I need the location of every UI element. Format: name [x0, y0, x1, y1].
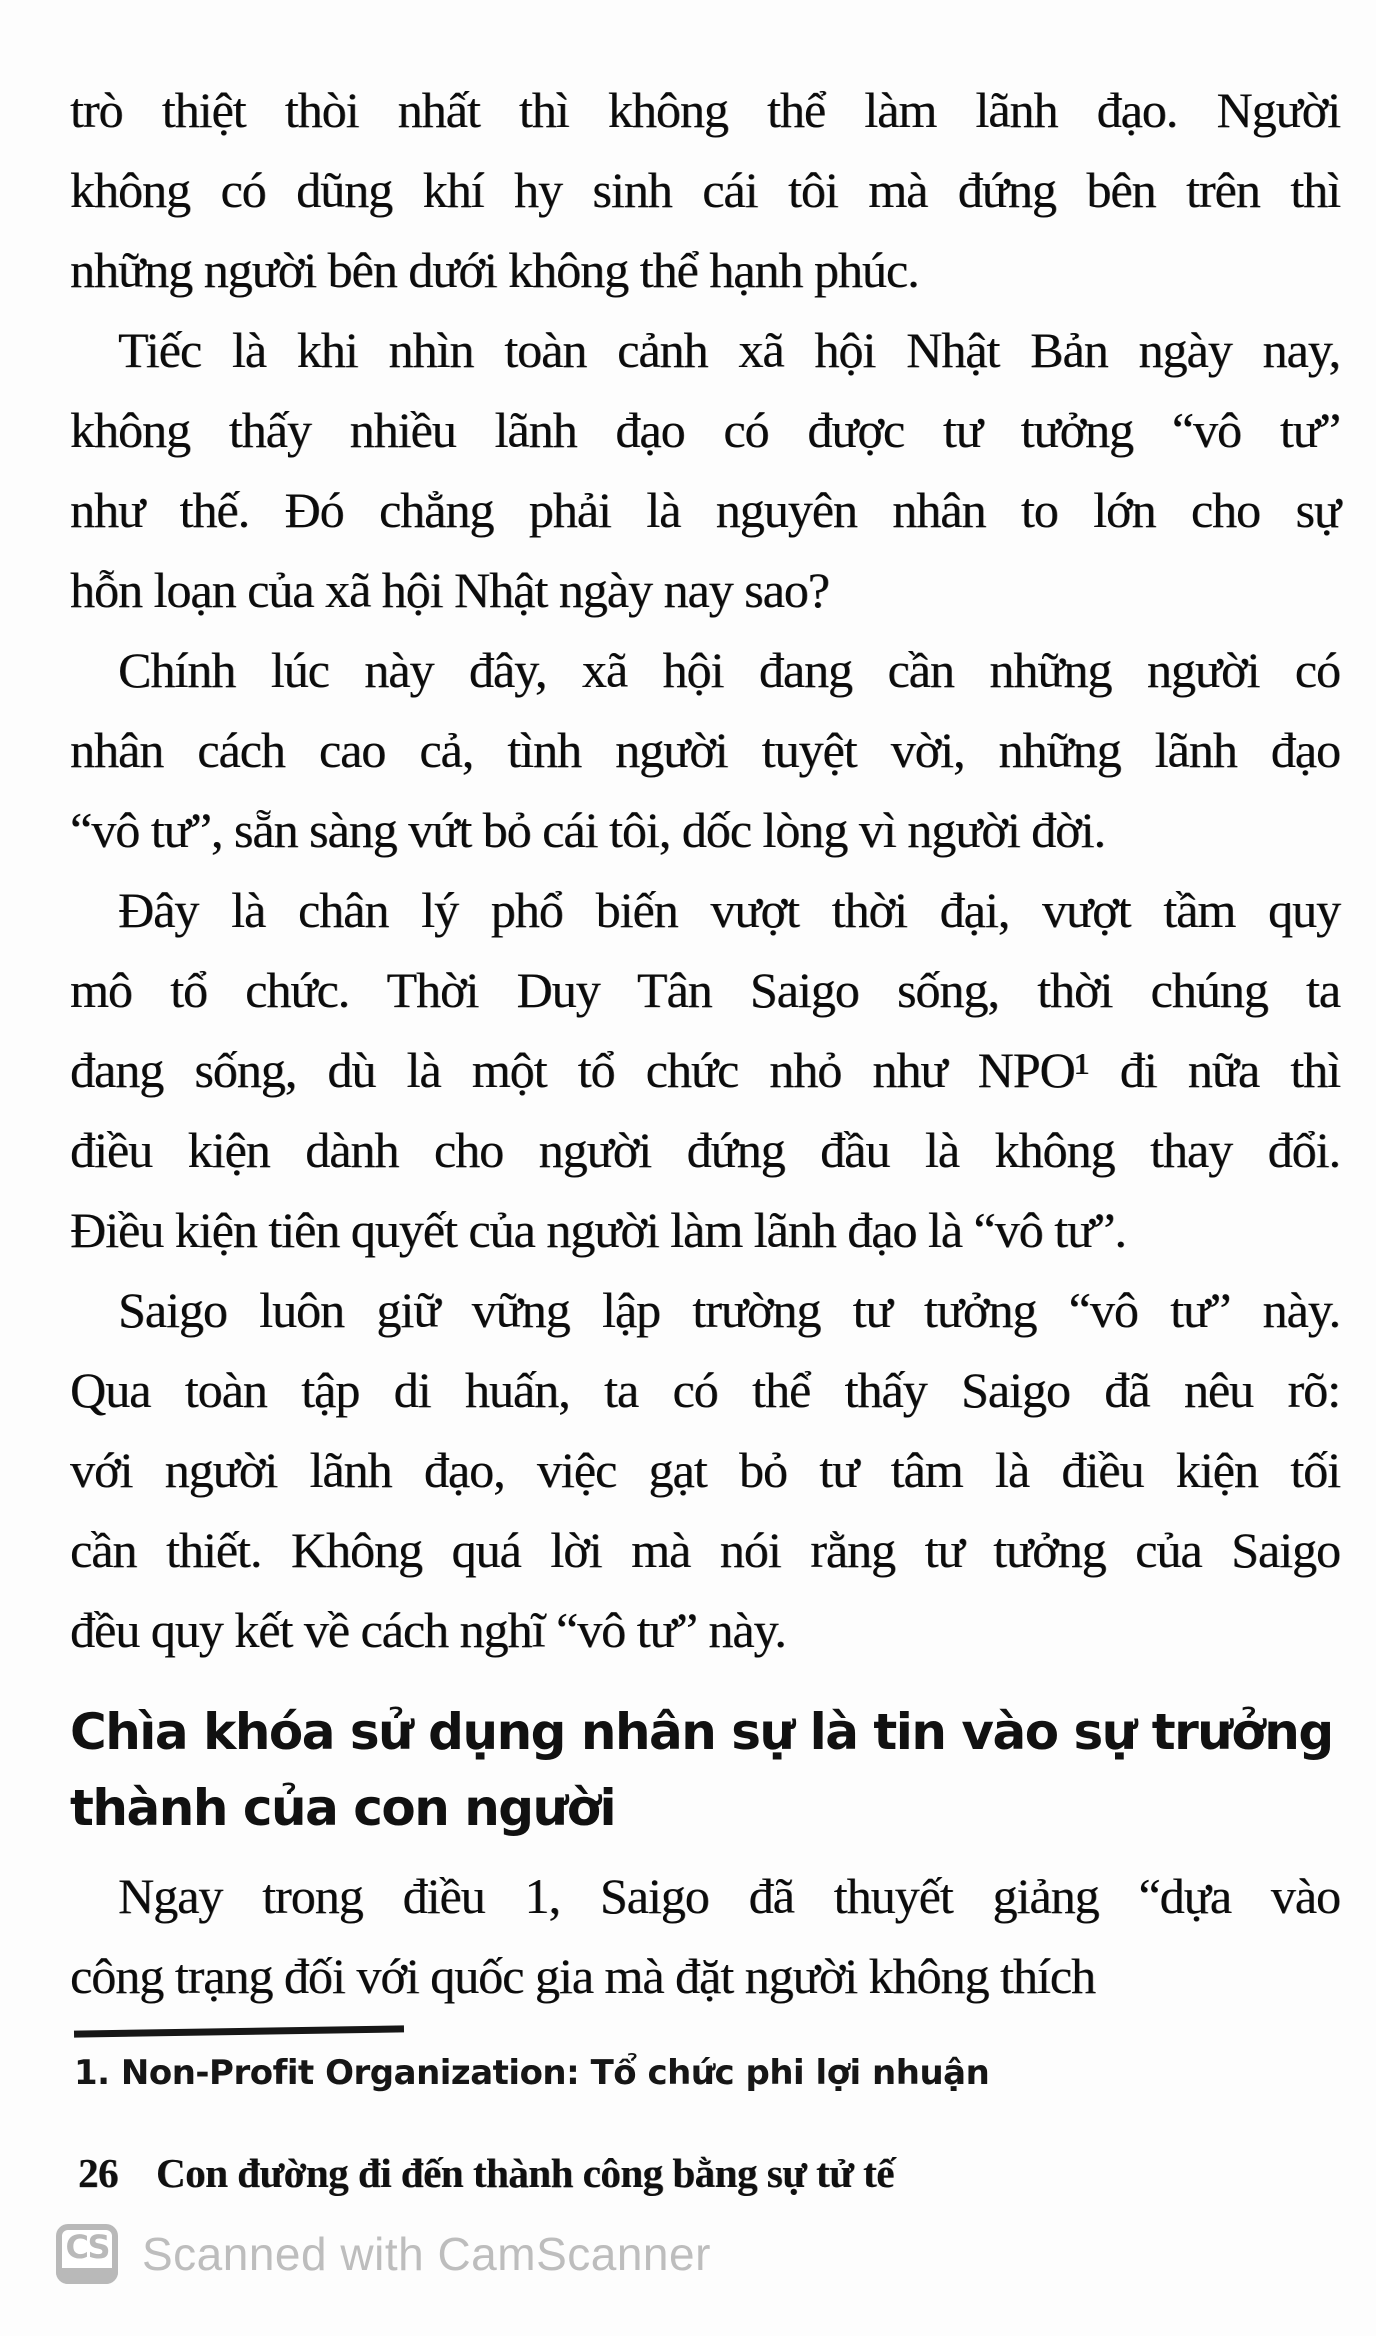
text-line: đều quy kết về cách nghĩ “vô tư” này. [70, 1602, 786, 1658]
text-line: Tiếc là khi nhìn toàn cảnh xã hội Nhật Bản ngày nay, [118, 322, 1340, 378]
camscanner-label: Scanned with CamScanner [142, 2228, 711, 2280]
text-line: Đây là chân lý phổ biến vượt thời đại, vượt tầm quy [118, 882, 1340, 938]
text-line: hỗn loạn của xã hội Nhật ngày nay sao? [70, 562, 829, 618]
text-line: không thấy nhiều lãnh đạo có được tư tưởng “vô tư” [70, 402, 1340, 458]
section-heading [70, 1694, 1340, 1846]
section-heading-line: Chìa khóa sử dụng nhân sự là tin vào sự trưởng [70, 1703, 1333, 1761]
camscanner-logo-letters: CS [65, 2228, 109, 2266]
page-number: 26 [78, 2150, 118, 2196]
text-line: điều kiện dành cho người đứng đầu là không thay đổi. [70, 1122, 1340, 1178]
text-line: những người bên dưới không thể hạnh phúc. [70, 242, 919, 298]
text-line: trò thiệt thòi nhất thì không thể làm lãnh đạo. Người [70, 82, 1340, 138]
footnote-divider [74, 2025, 404, 2037]
page-footer [78, 2147, 1340, 2199]
text-line: cần thiết. Không quá lời mà nói rằng tư tưởng của Saigo [70, 1522, 1340, 1578]
camscanner-bar [56, 2224, 711, 2284]
text-line: như thế. Đó chẳng phải là nguyên nhân to lớn cho sự [70, 482, 1340, 538]
text-line: Ngay trong điều 1, Saigo đã thuyết giảng “dựa vào [118, 1868, 1340, 1924]
text-line: Chính lúc này đây, xã hội đang cần những người có [118, 642, 1340, 698]
body-text-block-after-heading [0, 1856, 1376, 2016]
text-line: Điều kiện tiên quyết của người làm lãnh đạo là “vô tư”. [70, 1202, 1126, 1258]
text-line: công trạng đối với quốc gia mà đặt người không thích [70, 1948, 1096, 2004]
camscanner-logo-icon [56, 2224, 118, 2284]
camscanner-logo-band [56, 2268, 118, 2284]
book-title: Con đường đi đến thành công bằng sự tử tế [156, 2150, 894, 2196]
section-heading-line: thành của con người [70, 1779, 616, 1837]
text-line: mô tổ chức. Thời Duy Tân Saigo sống, thời chúng ta [70, 962, 1340, 1018]
text-line: “vô tư”, sẵn sàng vứt bỏ cái tôi, dốc lòng vì người đời. [70, 802, 1105, 858]
text-line: Qua toàn tập di huấn, ta có thể thấy Saigo đã nêu rõ: [70, 1362, 1340, 1418]
text-line: đang sống, dù là một tổ chức nhỏ như NPO¹ đi nữa thì [70, 1042, 1340, 1098]
text-line: không có dũng khí hy sinh cái tôi mà đứng bên trên thì [70, 162, 1340, 218]
text-line: Saigo luôn giữ vững lập trường tư tưởng “vô tư” này. [118, 1282, 1340, 1338]
text-line: nhân cách cao cả, tình người tuyệt vời, những lãnh đạo [70, 722, 1340, 778]
footnote: 1. Non-Profit Organization: Tổ chức phi lợi nhuận [74, 2053, 990, 2093]
text-line: với người lãnh đạo, việc gạt bỏ tư tâm là điều kiện tối [70, 1442, 1340, 1498]
